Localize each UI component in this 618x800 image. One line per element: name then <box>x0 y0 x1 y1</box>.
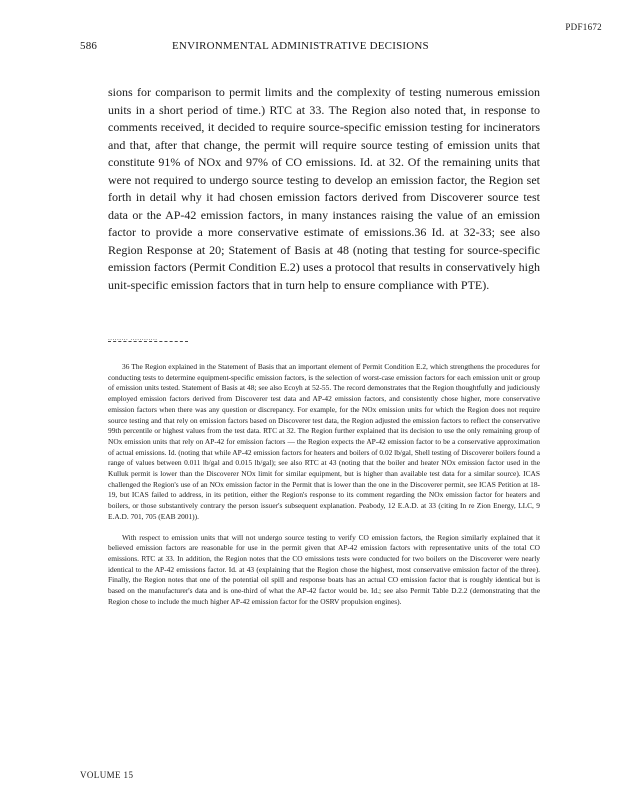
footnotes <box>108 362 540 617</box>
running-title: ENVIRONMENTAL ADMINISTRATIVE DECISIONS <box>172 40 429 52</box>
body-paragraph: sions for comparison to permit limits and the complexity of testing numerous emission units in a short period of time.) RTC at 33. The Region also noted that, in response to comments received, it decided to require source-specific emission testing for incinerators and that, after that change, the permit will require source testing of emission units that constitute 91% of NOx and 97% of CO emissions. Id. at 32. Of the remaining units that were not required to undergo source testing to develop an emission factor, the Region set forth in detail why it had chosen emission factors derived from Discoverer source test data or the AP-42 emission factors, in many instances raising the value of an emission factor to provide a more conservative estimate of emissions.36 Id. at 32-33; see also Region Response at 20; Statement of Basis at 48 (noting that testing for source-specific emission factors (Permit Condition E.2) uses a protocol that results in conservatively high unit-specific emission factors that in turn help to ensure compliance with PTE). <box>108 85 540 292</box>
document-id: PDF1672 <box>565 22 602 32</box>
volume-footer: VOLUME 15 <box>80 770 134 780</box>
main-text <box>108 84 540 294</box>
page-number: 586 <box>80 40 98 52</box>
footnote-separator-text: ......... ............ <box>108 334 158 342</box>
footnote-36-continued: With respect to emission units that will not undergo source testing to verify CO emission factors, the Region similarly explained that it believed emission factors are reasonable for use in the permit given that AP-42 emission factors with representative units of the total CO emissions. RTC at 33. In addition, the Region notes that the CO emissions tests were conducted for two boilers on the Discoverer were nearly identical to the AP-42 emissions factor. Id. at 43 (explaining that the Region chose the highest, most conservative emission factor of the three). Finally, the Region notes that one of the potential oil spill and response boats has an actual CO emission factor that is roughly identical but is based on the manufacturer's data and is one-third of what the AP-42 factor would be. Id.; see also Permit Table D.2.2 (demonstrating that the Region chose to include the much higher AP-42 emission factor for the OSRV propulsion engines). <box>108 532 540 606</box>
footnote-36: 36 The Region explained in the Statement of Basis that an important element of Permit Condition E.2, which strengthens the procedures for conducting tests to determine equipment-specific emission factors, is the selection of worst-case emission factors for each emission unit or group of emission units tested. Statement of Basis at 48; see also Ecoyh at 52-55. The record demonstrates that the Region thoughtfully and judiciously employed emission factors derived from Discoverer test data and AP-42 emission factors, and consistently chose higher, more conservative emission factors when there was any question or discrepancy. For example, for the NOx emission units for which the Region does not require source testing and that rely on emission factors based on Discoverer test data, the Region adjusted the emission factors to reflect the conservative 99th percentile or highest values from the test data. RTC at 32. The Region further explained that its decision to use the only remaining group of NOx emission units that rely on AP-42 for emission factors — the Region expects the AP-42 emission factor to be a conservative approximation of actual emissions. Id. (noting that while AP-42 emission factors for heaters and boilers of 0.02 lb/gal, Shell testing of Discoverer boilers found a range of values between 0.011 lb/gal and 0.015 lb/gal); see also RTC at 43 (noting that the boiler and heater NOx emission factor used in the Kulluk permit is lower than the Discoverer NOx limit for similar equipment, but is higher than available test data for a similar source). ICAS challenged the Region's use of an NOx emission factor in the Permit that is lower than the one in the Discoverer permit, see ICAS Petition at 18-19, but ICAS failed to address, in its petition, either the Region's response to its comment regarding the NOx emission factor for heaters and boilers, or those substantively contrary the person issuer's subsequent explanation. Peabody, 12 E.A.D. at 33 (citing In re Zion Energy, LLC, 9 E.A.D. 701, 705 (EAB 2001)). <box>108 362 540 521</box>
